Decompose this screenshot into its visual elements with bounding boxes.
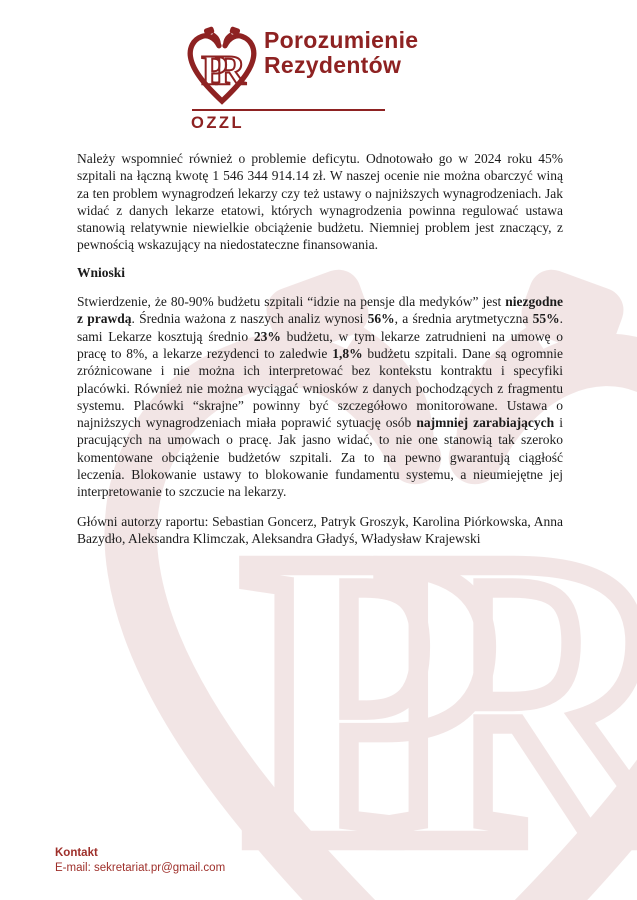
header-divider [192, 109, 385, 111]
brand-name [264, 28, 418, 78]
contact-label: Kontakt [55, 847, 98, 859]
paragraph-deficit: Należy wspomnieć również o problemie deficytu. Odnotowało go w 2024 roku 45% szpitali na łączną kwotę 1 546 344 914.14 zł. W naszej ocenie nie można obarczyć winą za ten problem wynagrodzeń lekarzy czy też ustawy o najniższych wynagrodzeniach. Jak widać z danych lekarze etatowi, których wynagrodzenia powinna regulować ustawa stanowią relatywnie niewielkie obciążenie budżetu. Niemniej problem jest znaczący, z pewnością wskazujący na niedostateczne finansowania. [77, 151, 563, 253]
document-body [77, 150, 563, 557]
contact-footer [55, 846, 225, 876]
conclusions-heading: Wnioski [77, 264, 126, 280]
brand-name-line1: Porozumienie [264, 27, 419, 53]
pr-logo-icon [184, 26, 260, 111]
org-abbreviation: OZZL [191, 114, 245, 132]
paragraph-conclusions: Stwierdzenie, że 80-90% budżetu szpitali “idzie na pensje dla medyków” jest niezgodne z prawdą. Średnia ważona z naszych analiz wynosi 56%, a średnia arytmetyczna 55%. sami Lekarze kosztują średnio 23% budżetu, w tym lekarze zatrudnieni na umowę o pracę to 8%, a lekarze rezydenci to zaledwie 1,8% budżetu szpitali. Dane są ogromnie zróżnicowane i nie można ich interpretować bez kontekstu kontraktu i specyfiki placówki. Również nie można wyciągać wniosków z danych pochodzących z fragmentu systemu. Placówki “skrajne” powinny być szczegółowo monitorowane. Ustawa o najniższych wynagrodzeniach miała poprawić sytuację osób najmniej zarabiających i pracujących na umowach o pracę. Jak jasno widać, to nie one stanowią tak szeroko komentowane obciążenie budżetów szpitali. Za to na pewno gwarantują ciągłość leczenia. Blokowanie ustawy to blokowanie fundamentu systemu, a nieumiejętne jej interpretowanie to szczucie na lekarzy. [77, 294, 564, 500]
contact-email: E-mail: sekretariat.pr@gmail.com [55, 862, 226, 874]
paragraph-authors: Główni autorzy raportu: Sebastian Goncerz, Patryk Groszyk, Karolina Piórkowska, Anna Bazydło, Aleksandra Klimczak, Aleksandra Gładyś, Władysław Krajewski [77, 513, 563, 546]
brand-name-line2: Rezydentów [264, 52, 402, 78]
